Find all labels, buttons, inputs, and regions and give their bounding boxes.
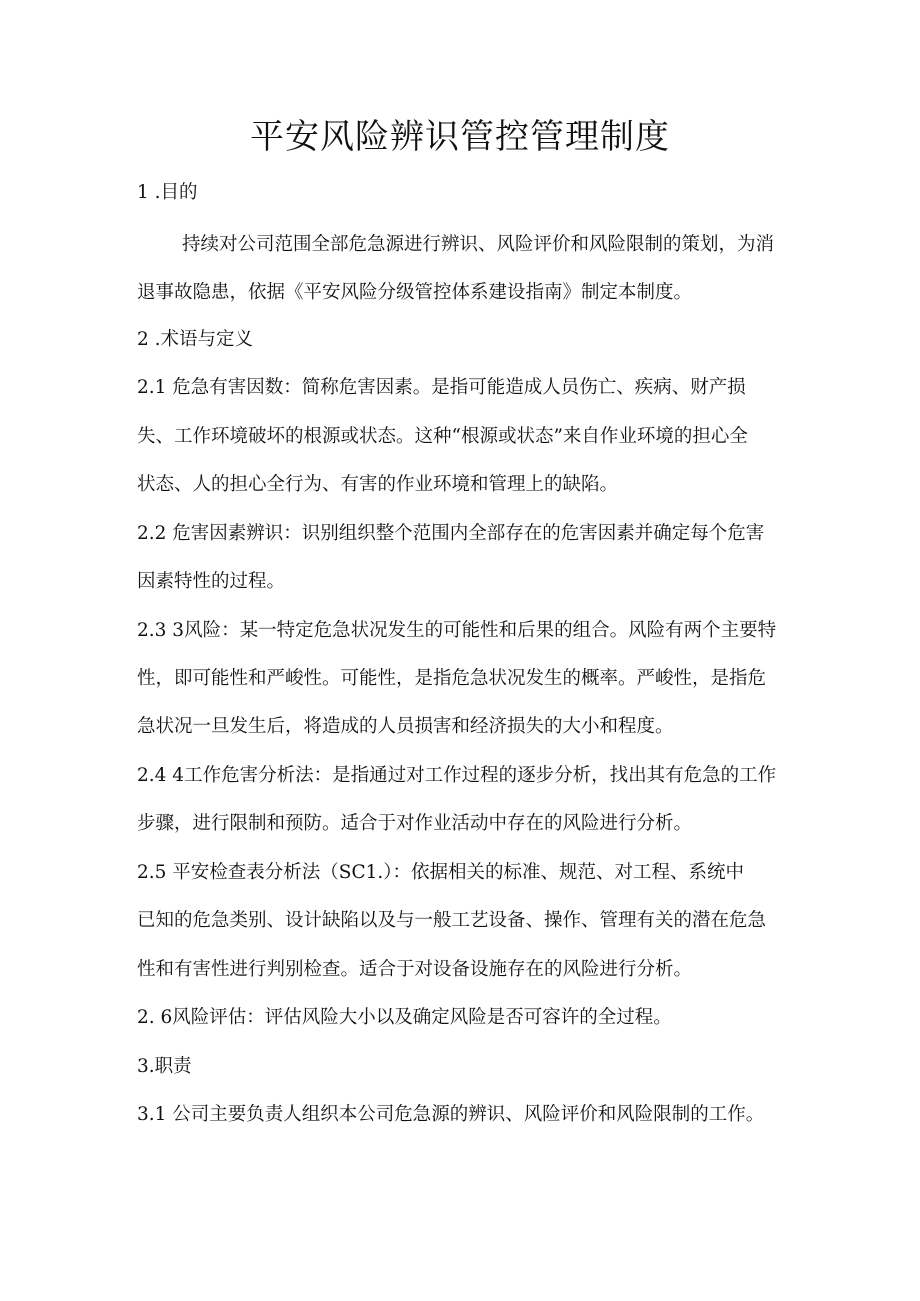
paragraph-line: 2.2 危害因素辨识：识别组织整个范围内全部存在的危害因素并确定每个危害 bbox=[137, 523, 765, 544]
paragraph-line: 状态、人的担心全行为、有害的作业环境和管理上的缺陷。 bbox=[137, 474, 619, 495]
paragraph-line: 因素特性的过程。 bbox=[137, 571, 286, 592]
paragraph-line: 失、工作环境破坏的根源或状态。这种“根源或状态”来自作业环境的担心全 bbox=[137, 426, 748, 447]
paragraph-line: 2.4 4工作危害分析法：是指通过对工作过程的逐步分析，找出其有危急的工作 bbox=[137, 765, 777, 786]
section-heading-purpose: 1 .目的 bbox=[137, 182, 198, 203]
section-heading-responsibilities: 3.职责 bbox=[137, 1056, 192, 1077]
paragraph-line: 2. 6风险评估：评估风险大小以及确定风险是否可容许的全过程。 bbox=[137, 1007, 672, 1028]
paragraph-line: 2.1 危急有害因数：简称危害因素。是指可能造成人员伤亡、疾病、财产损 bbox=[137, 377, 746, 398]
paragraph-line: 退事故隐患，依据《平安风险分级管控体系建设指南》制定本制度。 bbox=[137, 282, 693, 303]
paragraph-line: 急状况一旦发生后，将造成的人员损害和经济损失的大小和程度。 bbox=[137, 716, 674, 737]
section-heading-terms: 2 .术语与定义 bbox=[137, 329, 254, 350]
paragraph-line: 性，即可能性和严峻性。可能性，是指危急状况发生的概率。严峻性，是指危 bbox=[137, 668, 767, 689]
paragraph-line: 步骤，进行限制和预防。适合于对作业活动中存在的风险进行分析。 bbox=[137, 813, 693, 834]
paragraph-line: 2.5 平安检查表分析法（SC1.）：依据相关的标准、规范、对工程、系统中 bbox=[137, 862, 745, 883]
paragraph-line: 已知的危急类别、设计缺陷以及与一般工艺设备、操作、管理有关的潜在危急 bbox=[137, 910, 767, 931]
paragraph-line: 2.3 3风险：某一特定危急状况发生的可能性和后果的组合。风险有两个主要特 bbox=[137, 620, 777, 641]
paragraph-line: 性和有害性进行判别检查。适合于对设备设施存在的风险进行分析。 bbox=[137, 959, 693, 980]
paragraph-line: 3.1 公司主要负责人组织本公司危急源的辨识、风险评价和风险限制的工作。 bbox=[137, 1104, 765, 1125]
paragraph-line: 持续对公司范围全部危急源进行辨识、风险评价和风险限制的策划，为消 bbox=[182, 234, 775, 255]
document-title: 平安风险辨识管控管理制度 bbox=[250, 117, 670, 157]
